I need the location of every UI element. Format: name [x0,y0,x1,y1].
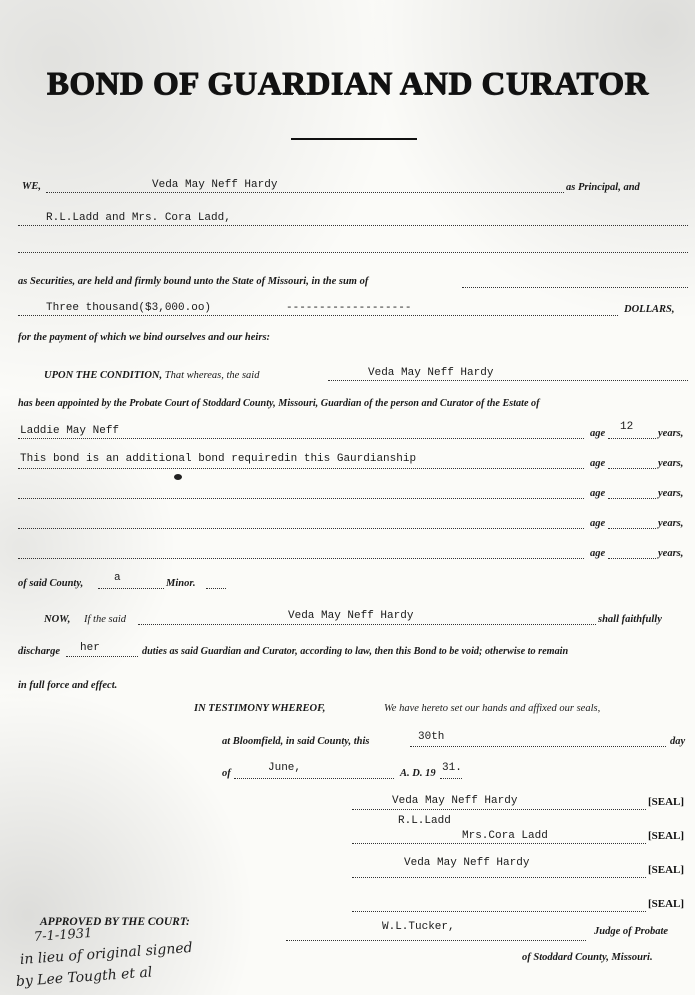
place-prefix: at Bloomfield, in said County, this [222,736,370,747]
signature-name: R.L.Ladd [398,815,451,827]
year-line [440,778,462,779]
handwritten-note-2: by Lee Tougth et al [15,964,153,990]
now-line [138,624,596,625]
document-title: BOND OF GUARDIAN AND CURATOR [46,66,649,102]
years-label: years, [658,458,684,469]
shall-faithfully: shall faithfully [598,614,662,625]
handwritten-date: 7-1-1931 [33,925,93,945]
court-label: of Stoddard County, Missouri. [522,952,653,963]
condition-lead-text: UPON THE CONDITION, [44,370,163,381]
signature-name: Veda May Neff Hardy [404,857,530,869]
years-label: years, [658,488,684,499]
day-label: day [670,736,686,747]
day-line [410,746,666,747]
signature-line [352,809,646,810]
discharge-prefix: discharge [18,646,60,657]
discharge-text: duties as said Guardian and Curator, according to law, then this Bond to be void; otherwise to remain [142,646,569,657]
payment-text: for the payment of which we bind ourselves and our heirs: [18,332,271,343]
county-line [98,588,164,589]
age-line [608,558,656,559]
testimony-lead: IN TESTIMONY WHEREOF, [194,703,326,714]
ward-name: Laddie May Neff [20,425,120,437]
age-label: age [590,428,606,439]
county-value: a [114,572,121,584]
now-lead: NOW, [44,614,71,625]
we-label: WE, [22,181,41,192]
signature-name: Veda May Neff Hardy [392,795,518,807]
full-force-text: in full force and effect. [18,680,118,691]
now-text: If the said [84,614,126,625]
signature-name: Mrs.Cora Ladd [462,830,548,842]
title-underline [291,138,417,140]
seal-label: [SEAL] [648,898,685,910]
years-label: years, [658,518,684,529]
principal-line [46,192,564,193]
securities-names: R.L.Ladd and Mrs. Cora Ladd, [46,212,231,224]
years-label: years, [658,548,684,559]
testimony-text: We have hereto set our hands and affixed our seals, [384,703,601,714]
age-label: age [590,488,606,499]
handwritten-note-1: in lieu of original signed [19,939,194,968]
appointed-text: has been appointed by the Probate Court of Stoddard County, Missouri, Guardian of the person and Curator of the Estate of [18,398,540,409]
age-label: age [590,548,606,559]
age-label: age [590,518,606,529]
ward-name: This bond is an additional bond requiredin this Gaurdianship [20,453,417,465]
judge-name: W.L.Tucker, [382,921,455,933]
discharge-value: her [80,642,100,654]
discharge-line [66,656,138,657]
approved-label: APPROVED BY THE COURT: [40,916,190,928]
date-of-label: of [222,768,231,779]
judge-title: Judge of Probate [594,926,669,937]
condition-lead [44,370,259,381]
ward-line [18,468,584,469]
sum-amount: Three thousand($3,000.oo) [46,302,212,314]
condition-line [328,380,688,381]
county-prefix: of said County, [18,578,84,589]
condition-text: That whereas, the said [164,370,260,381]
dollars-label: DOLLARS, [624,304,675,315]
day-value: 30th [418,731,445,743]
ward-line [18,558,584,559]
ward-line [18,438,584,439]
minor-label: Minor. [166,578,196,589]
ward-line [18,528,584,529]
judge-line [286,940,586,941]
ward-age: 12 [620,421,634,433]
condition-name: Veda May Neff Hardy [368,367,494,379]
signature-line [352,877,646,878]
age-line [608,438,656,439]
minor-trail [206,588,226,589]
year-value: 31. [442,762,462,774]
month-value: June, [268,762,302,774]
signature-line [352,843,646,844]
amount-line [18,315,618,316]
age-line [608,528,656,529]
as-principal-label: as Principal, and [566,182,640,193]
seal-label: [SEAL] [648,796,685,808]
seal-label: [SEAL] [648,830,685,842]
blank-line [18,252,688,253]
signature-line [352,911,646,912]
securities-text: as Securities, are held and firmly bound unto the State of Missouri, in the sum of [18,276,369,287]
ad-label: A. D. 19 [400,768,436,779]
sum-line [462,287,688,288]
securities-line [18,225,688,226]
years-label: years, [658,428,684,439]
ward-line [18,498,584,499]
seal-label: [SEAL] [648,864,685,876]
ink-speck [174,474,182,480]
age-label: age [590,458,606,469]
age-line [608,498,656,499]
sum-dashes: ------------------- [286,302,412,314]
now-name: Veda May Neff Hardy [288,610,414,622]
principal-name: Veda May Neff Hardy [152,179,278,191]
month-line [234,778,394,779]
age-line [608,468,656,469]
